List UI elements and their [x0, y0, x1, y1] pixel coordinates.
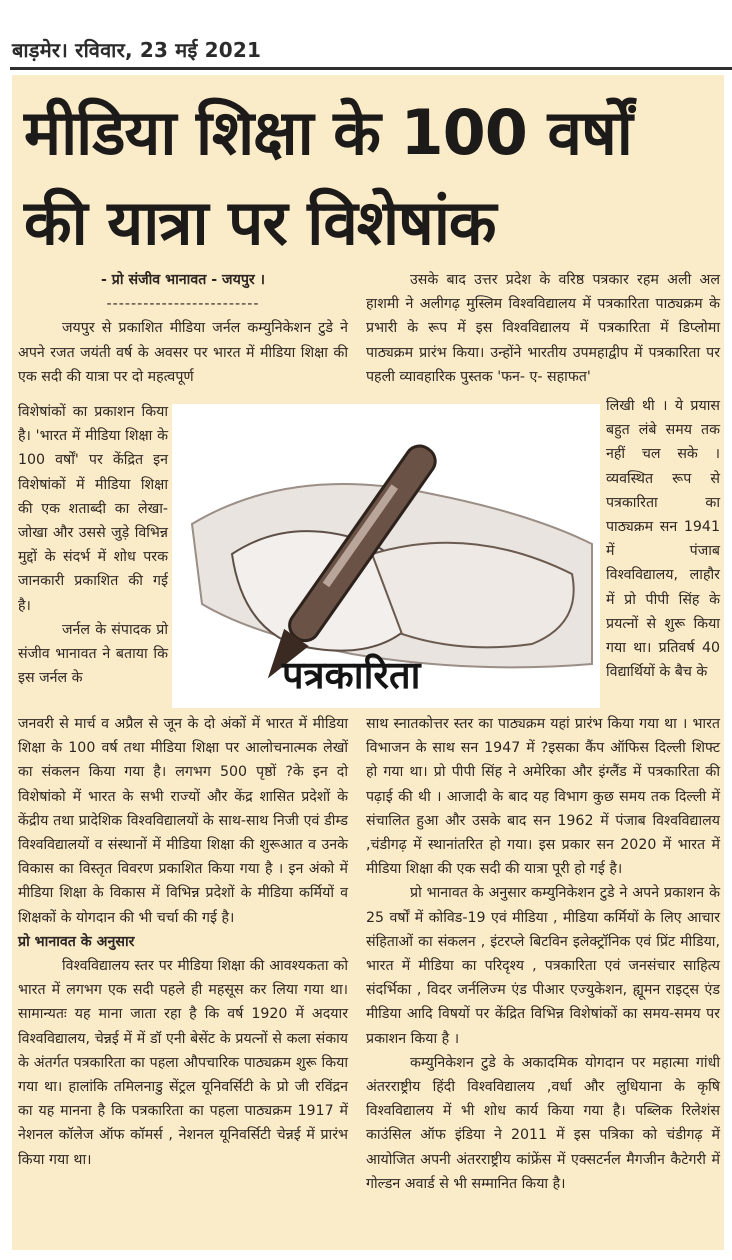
headline — [24, 88, 714, 268]
paragraph: कम्युनिकेशन टुडे के अकादमिक योगदान पर महात्मा गांधी अंतरराष्ट्रीय हिंदी विश्वविद्यालय ,वर्धा और लुधियाना के कृषि विश्वविद्यालय में भी शोध कार्य किया गया है। पब्लिक रिलेशंस काउंसिल ऑफ इंडिया ने 2011 में इस पत्रिका को चंडीगढ़ में आयोजित अपनी अंतरराष्ट्रीय कांफ्रेंस में एक्सटर्नल मैगजीन कैटेगरी में गोल्डन अवार्ड से भी सम्मानित किया है। — [366, 1054, 720, 1192]
byline-separator: ------------------------- — [106, 296, 260, 313]
left-column-bottom — [18, 712, 348, 1172]
right-column-wrap — [606, 394, 720, 684]
paragraph: प्रो भानावत के अनुसार कम्युनिकेशन टुडे ने अपने प्रकाशन के 25 वर्षों में कोविड-19 एवं मीडिया , मीडिया कर्मियों के लिए आचार संहिताओं का संकलन , इंटरप्ले बिटविन इलेक्ट्रॉनिक एवं प्रिंट मीडिया, भारत में मीडिया का परिदृश्य , पत्रकारिता एवं जनसंचार साहित्य संदर्भिका , विदर जर्नलिज्म एंड पीआर एज्युकेशन, ह्यूमन राइट्स एंड मीडिया आदि विषयों पर केंद्रित विभिन्न विशेषांकों का समय-समय पर प्रकाशन किया है । — [366, 885, 720, 1047]
headline-line-2: की यात्रा पर विशेषांक — [24, 186, 496, 259]
headline-line-1: मीडिया शिक्षा के 100 वर्षों — [24, 96, 632, 169]
paragraph: जनवरी से मार्च व अप्रैल से जून के दो अंकों में भारत में मीडिया शिक्षा के 100 वर्ष तथा मीडिया शिक्षा पर आलोचनात्मक लेखों का संकलन किया गया है। लगभग 500 पृष्ठों ?के इन दो विशेषांको में भारत के सभी राज्यों और केंद्र शासित प्रदेशों के केंद्रीय तथा प्रादेशिक विश्वविद्यालयों के साथ-साथ निजी एवं डीम्ड विश्वविद्यालयों व संस्थानों में मीडिया शिक्षा की शुरूआत व उनके विकास का विस्तृत विवरण प्रकाशित किया गया है । इन अंको में मीडिया शिक्षा के विकास में विभिन्न प्रदेशों के मीडिया कर्मियों व शिक्षकों के योगदान की भी चर्चा की गई है। — [18, 716, 348, 926]
byline: - प्रो संजीव भानावत - जयपुर । — [100, 272, 265, 288]
paragraph: जर्नल के संपादक प्रो संजीव भानावत ने बताया कि इस जर्नल के — [18, 621, 168, 687]
subheading: प्रो भानावत के अनुसार — [18, 933, 135, 950]
left-column-top — [18, 268, 348, 389]
right-column-bottom — [366, 712, 720, 1196]
header-rule — [10, 67, 732, 70]
illustration-caption: पत्रकारिता — [282, 653, 421, 697]
paragraph: उसके बाद उत्तर प्रदेश के वरिष्ठ पत्रकार रहम अली अल हाशमी ने अलीगढ़ मुस्लिम विश्वविद्यालय में पत्रकारिता पाठ्यक्रम के प्रभारी के रूप में इस विश्वविद्यालय में पत्रकारिता में डिप्लोमा पाठ्यक्रम प्रारंभ किया। उन्होंने भारतीय उपमहाद्वीप में पत्रकारिता पर पहली व्यावहारिक पुस्तक 'फन- ए- सहाफत' — [366, 272, 720, 385]
paragraph: विशेषांकों का प्रकाशन किया है। 'भारत में मीडिया शिक्षा के 100 वर्षों' पर केंद्रित इन विशेषांकों में मीडिया शिक्षा की एक शताब्दी का लेखा-जोखा और उससे जुड़े विभिन्न मुद्दों के संदर्भ में शोध परक जानकारी प्रकाशित की गई है। — [18, 404, 168, 614]
left-column-wrap — [18, 400, 168, 690]
journalism-illustration — [172, 404, 600, 708]
paragraph: विश्वविद्यालय स्तर पर मीडिया शिक्षा की आवश्यकता को भारत में लगभग एक सदी पहले ही महसूस कर लिया गया था। सामान्यतः यह माना जाता रहा है कि वर्ष 1920 में अदयार विश्वविद्यालय, चेन्नई में में डॉ एनी बेसेंट के प्रयत्नों से कला संकाय के अंतर्गत पत्रकारिता का पहला औपचारिक पाठ्यक्रम शुरू किया गया था। हालांकि तमिलनाडु सेंट्रल यूनिवर्सिटी के प्रो जी रविंद्रन का यह मानना है कि पत्रकारिता का पहला पाठ्यक्रम 1917 में नेशनल कॉलेज ऑफ कॉमर्स , नेशनल यूनिवर्सिटी चेन्नई में प्रारंभ किया गया था। — [18, 958, 348, 1168]
right-column-top — [366, 268, 720, 389]
paragraph: जयपुर से प्रकाशित मीडिया जर्नल कम्युनिकेशन टुडे ने अपने रजत जयंती वर्ष के अवसर पर भारत में मीडिया शिक्षा की एक सदी की यात्रा पर दो महत्वपूर्ण — [18, 320, 348, 385]
paragraph: लिखी थी । ये प्रयास बहुत लंबे समय तक नहीं चल सके । व्यवस्थित रूप से पत्रकारिता का पाठ्यक्रम सन 1941 में पंजाब विश्वविद्यालय, लाहौर में प्रो पीपी सिंह के प्रयत्नों से शुरू किया गया था। प्रतिवर्ष 40 विद्यार्थियों के बैच के — [606, 398, 720, 681]
dateline: बाड़मेर। रविवार, 23 मई 2021 — [12, 38, 262, 62]
paragraph: साथ स्नातकोत्तर स्तर का पाठ्यक्रम यहां प्रारंभ किया गया था । भारत विभाजन के साथ सन 1947 में ?इसका कैंप ऑफिस दिल्ली शिफ्ट हो गया था। प्रो पीपी सिंह ने अमेरिका और इंग्लैंड में पत्रकारिता की पढ़ाई की थी । आजादी के बाद यह विभाग कुछ समय तक दिल्ली में संचालित हुआ और उसके बाद सन 1962 में पंजाब विश्वविद्यालय ,चंडीगढ़ में स्थानांतरित हो गया। इस प्रकार सन 2020 में भारत में मीडिया शिक्षा की एक सदी की यात्रा पूरी हो गई है। — [366, 716, 720, 878]
